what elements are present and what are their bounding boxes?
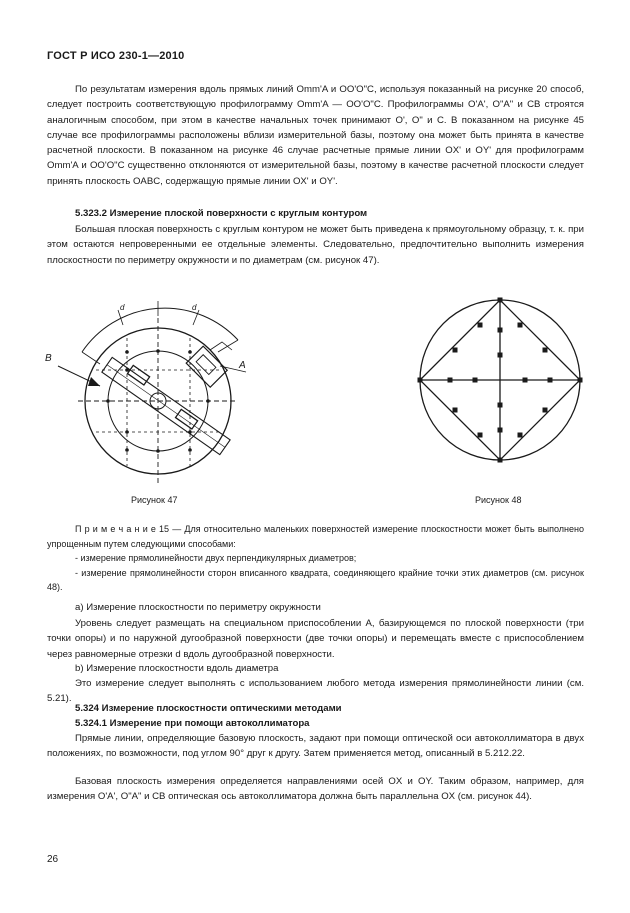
figure-48-caption: Рисунок 48	[475, 495, 522, 505]
paragraph-profilograms: По результатам измерения вдоль прямых линий Omm'A и OO'O"C, используя показанный на рисунке 20 способ, следует построить соответствующую профилограмму Omm'A — OO'O"C. Профилограммы O'A', O"A" и CB строятся аналогичным способом, при этом в качестве начальных точек принимают O', O" и C. В показанном на рисунке 45 случае все профилограммы расположены вблизи измерительной базы, поэтому она может быть принята в качестве расчетной плоскости. В показанном на рисунке 46 случае расчетные прямые линии OX' и OY' для профилограмм Omm'A и OO'O"C существенно отклоняются от измерительной базы, поэтому в качестве расчетной плоскости следует принять плоскость OABC, содержащую прямые линии OX' и OY'.	[47, 84, 584, 187]
fig47-label-d-right: d	[192, 303, 197, 312]
paragraph-base-plane: Базовая плоскость измерения определяется направлениями осей OX и OY. Таким образом, например, для измерения O'A', O"A" и CB оптическая ось автоколлиматора должна быть параллельна OX (см. рисунок 44).	[47, 776, 584, 803]
item-a-heading: а) Измерение плоскостности по периметру окружности	[75, 602, 321, 613]
section-heading-5324: 5.324 Измерение плоскостности оптическими методами	[75, 703, 342, 714]
section-heading-5323-2: 5.323.2 Измерение плоской поверхности с круглым контуром	[75, 208, 368, 219]
note-15-lead: П р и м е ч а н и е 15	[75, 524, 170, 534]
figure-47-caption: Рисунок 47	[131, 495, 178, 505]
document-header: ГОСТ Р ИСО 230-1—2010	[47, 50, 185, 62]
section-heading-5324-1: 5.324.1 Измерение при помощи автоколлиматора	[75, 718, 310, 729]
paragraph-level-fixture: Уровень следует размещать на специальном приспособлении A, базирующемся по плоской поверхности (три точки опоры) и по наружной дугообразной поверхности (две точки опоры) и перемещать вместе с приспособлением через равномерные отрезки d вдоль дугообразной поверхности.	[47, 618, 584, 660]
note-15-item-1: - измерение прямолинейности двух перпендикулярных диаметров;	[75, 553, 357, 564]
note-15	[47, 522, 584, 595]
item-b-heading: b) Измерение плоскостности вдоль диаметра	[75, 663, 279, 674]
paragraph-diameter-method: Это измерение следует выполнять с использованием любого метода измерения прямолинейности линии (см. 5.21).	[47, 678, 584, 705]
paragraph-circular-contour: Большая плоская поверхность с круглым контуром не может быть приведена к прямоугольному образцу, т. к. при этом остаются непроверенными ее отдельные элементы. Следовательно, предпочтительно выполнить измерения плоскостности по периметру окружности и по диаметрам (см. рисунок 47).	[47, 224, 584, 266]
fig47-label-b: B	[45, 353, 52, 364]
note-15-item-2: - измерение прямолинейности сторон вписанного квадрата, соединяющего крайние точки этих диаметров (см. рисунок 48).	[47, 567, 584, 593]
note-15-text: — Для относительно маленьких поверхностей измерение плоскостности может быть выполнено упрощенным путем следующими способами:	[47, 524, 584, 549]
fig47-label-a: A	[239, 360, 246, 371]
paragraph-autocollimator: Прямые линии, определяющие базовую плоскость, задают при помощи оптической оси автоколлиматора в двух положениях, по возможности, под углом 90° друг к другу. Затем применяется метод, описанный в 5.212.22.	[47, 733, 584, 760]
page-number: 26	[47, 854, 59, 865]
fig47-label-d-left: d	[120, 303, 125, 312]
